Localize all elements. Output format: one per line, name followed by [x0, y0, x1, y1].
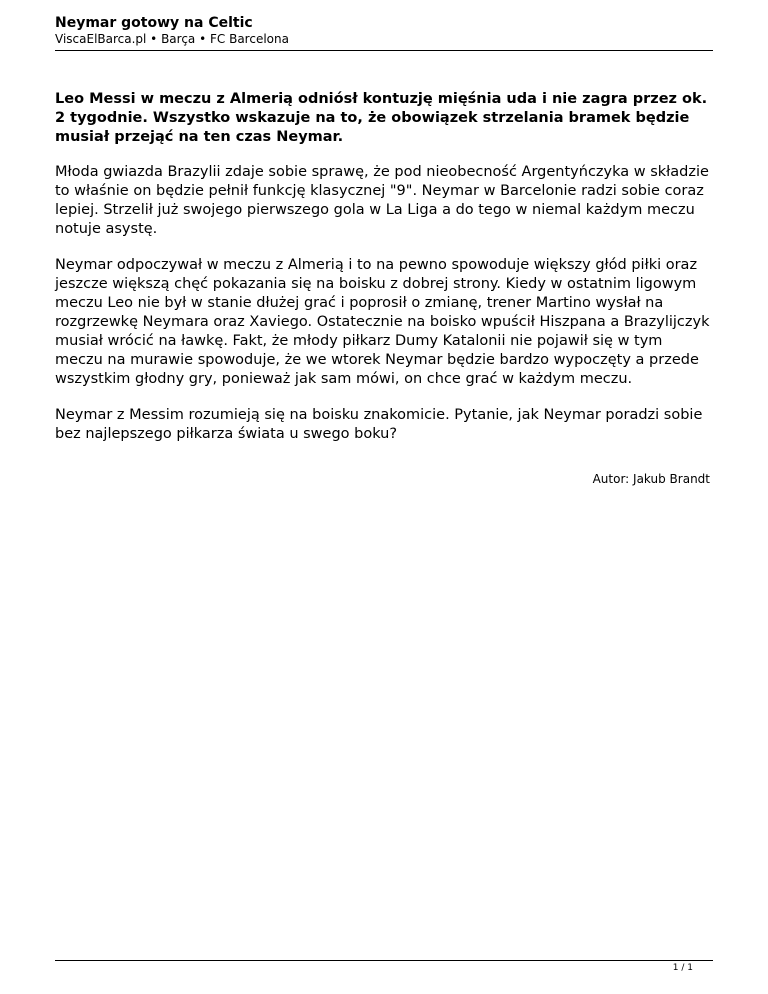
document-title: Neymar gotowy na Celtic — [55, 15, 253, 31]
page-number: 1 / 1 — [672, 963, 693, 973]
page-footer — [55, 960, 713, 973]
article-lead: Leo Messi w meczu z Almerią odniósł kontuzję mięśnia uda i nie zagra przez ok. 2 tygodnie. Wszystko wskazuje na to, że obowiązek strzelania bramek będzie musiał przejąć na ten czas Neymar. — [55, 91, 708, 145]
article-paragraph-3: Neymar z Messim rozumieją się na boisku znakomicie. Pytanie, jak Neymar poradzi sobie bez najlepszego piłkarza świata u swego boku? — [55, 407, 703, 442]
article-author: Autor: Jakub Brandt — [592, 472, 710, 486]
article-body — [55, 90, 710, 461]
document-subtitle: ViscaElBarca.pl • Barça • FC Barcelona — [55, 32, 289, 46]
document-header — [55, 14, 713, 51]
article-paragraph-2: Neymar odpoczywał w meczu z Almerią i to na pewno spowoduje większy głód piłki oraz jeszcze większą chęć pokazania się na boisku z dobrej strony. Kiedy w ostatnim ligowym meczu Leo nie był w stanie dłużej grać i poprosił o zmianę, trener Martino wysłał na rozgrzewkę Neymara oraz Xaviego. Ostatecznie na boisko wpuścił Hiszpana a Brazylijczyk musiał wrócić na ławkę. Fakt, że młody piłkarz Dumy Katalonii nie pojawił się w tym meczu na murawie spowoduje, że we wtorek Neymar będzie bardzo wypoczęty a przede wszystkim głodny gry, ponieważ jak sam mówi, on chce grać w każdym meczu. — [55, 257, 710, 387]
article-paragraph-1: Młoda gwiazda Brazylii zdaje sobie sprawę, że pod nieobecność Argentyńczyka w składzie to właśnie on będzie pełnił funkcję klasycznej "9". Neymar w Barcelonie radzi sobie coraz lepiej. Strzelił już swojego pierwszego gola w La Liga a do tego w niemal każdym meczu notuje asystę. — [55, 164, 709, 237]
